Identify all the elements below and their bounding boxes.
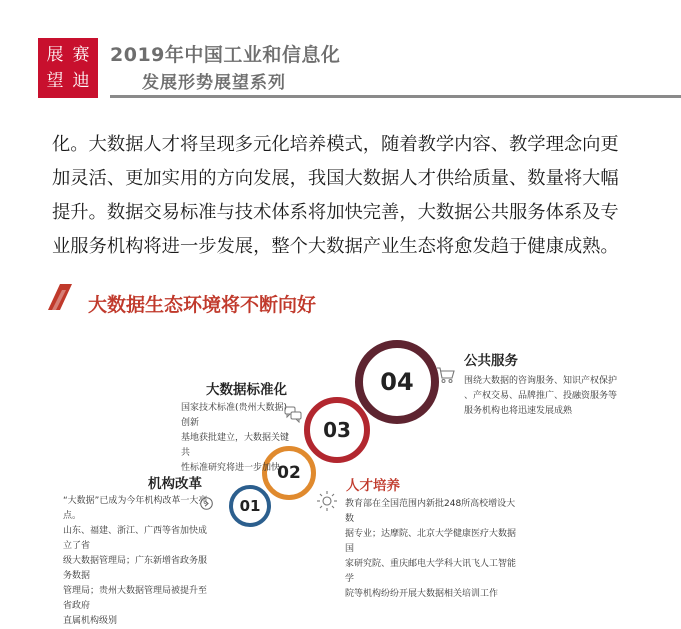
- logo-char-4: 迪: [72, 71, 90, 91]
- desc-line: 院等机构纷纷开展大数据相关培训工作: [345, 589, 499, 599]
- paragraph-line: 业服务机构将进一步发展，整个大数据产业生态将愈发趋于健康成熟。: [52, 236, 619, 257]
- body-paragraph: [52, 128, 632, 264]
- step-ring-01: [229, 485, 271, 527]
- item-desc-jigou: [63, 494, 213, 629]
- desc-line: 直属机构级别: [63, 616, 118, 626]
- step-number: 02: [277, 463, 301, 483]
- header-title-line1: 2019年中国工业和信息化: [110, 44, 341, 66]
- desc-line: “大数据”已成为今年机构改革一大亮点。: [63, 496, 208, 521]
- desc-line: 管理局；贵州大数据管理局被提升至省政府: [63, 586, 208, 611]
- desc-line: 家研究院、重庆邮电大学科大讯飞人工智能学: [345, 559, 517, 584]
- paragraph-line: 加灵活、更加实用的方向发展，我国大数据人才供给质量、数量将大幅: [52, 168, 619, 189]
- item-heading-biaozhun: 大数据标准化: [206, 382, 287, 398]
- step-number: 04: [380, 368, 414, 396]
- sun-icon: [316, 490, 338, 512]
- step-ring-04: [355, 340, 439, 424]
- chevron-right-icon: [200, 497, 213, 510]
- logo-char-3: 望: [46, 71, 64, 91]
- section-title: 大数据生态环境将不断向好: [88, 294, 317, 316]
- item-heading-gonggong: 公共服务: [464, 353, 518, 369]
- step-ring-03: [304, 397, 370, 463]
- desc-line: 山东、福建、浙江、广西等省加快成立了省: [63, 526, 208, 551]
- desc-line: 服务机构也将迅速发展成熟: [464, 406, 573, 416]
- desc-line: 性标准研究将进一步加快: [181, 463, 281, 473]
- item-desc-biaozhun: [181, 401, 293, 476]
- logo-seal: [38, 38, 98, 98]
- step-number: 03: [323, 418, 351, 442]
- chat-bubbles-icon: [284, 405, 302, 423]
- desc-line: 教育部在全国范围内新批248所高校增设大数: [345, 499, 516, 524]
- desc-line: 级大数据管理局；广东新增省政务服务数据: [63, 556, 208, 581]
- section-chevron-icon: [48, 284, 72, 310]
- desc-line: 据专业；达摩院、北京大学健康医疗大数据国: [345, 529, 517, 554]
- logo-char-2: 赛: [72, 45, 90, 65]
- item-heading-jigou: 机构改革: [148, 476, 202, 492]
- desc-line: 基地获批建立，大数据关键共: [181, 433, 290, 458]
- item-desc-rencai: [345, 497, 520, 602]
- header-title-line2: 发展形势展望系列: [142, 73, 286, 93]
- desc-line: 、产权交易、品牌推广、投融资服务等: [464, 391, 618, 401]
- desc-line: 国家技术标准(贵州大数据)创新: [181, 403, 288, 428]
- logo-char-1: 展: [46, 45, 64, 65]
- desc-line: 围绕大数据的咨询服务、知识产权保护: [464, 376, 618, 386]
- item-heading-rencai: 人才培养: [346, 478, 400, 494]
- paragraph-line: 化。大数据人才将呈现多元化培养模式，随着教学内容、教学理念向更: [52, 134, 619, 155]
- paragraph-line: 提升。数据交易标准与技术体系将加快完善，大数据公共服务体系及专: [52, 202, 619, 223]
- item-desc-gonggong: [464, 374, 619, 419]
- header-divider: [110, 95, 681, 98]
- step-number: 01: [239, 497, 261, 515]
- cart-icon: [436, 366, 456, 384]
